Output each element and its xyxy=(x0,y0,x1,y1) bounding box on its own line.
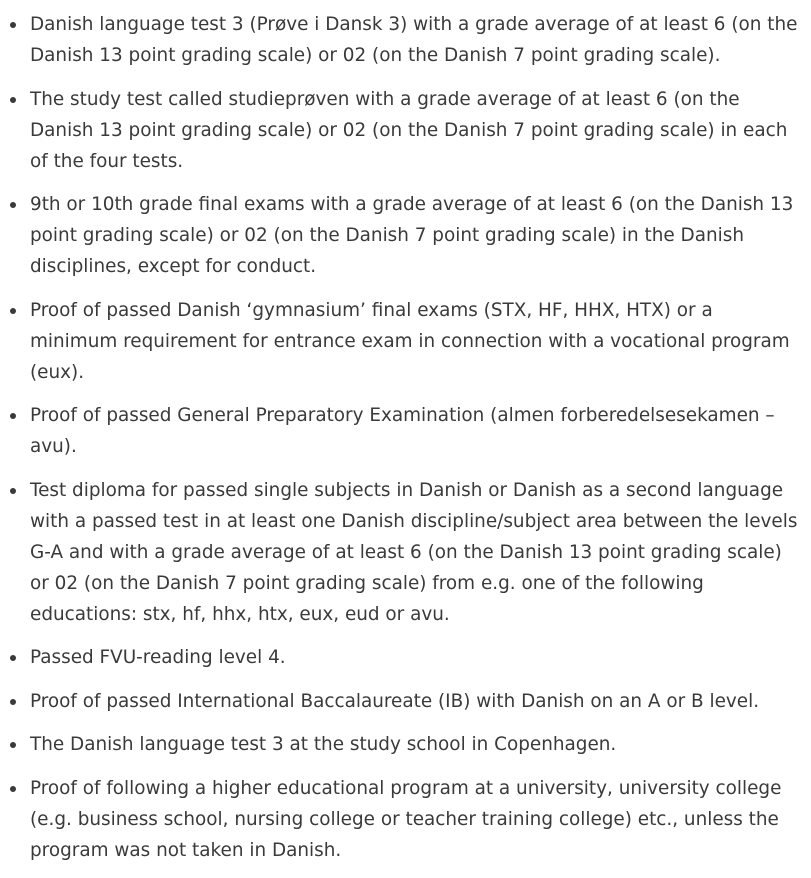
list-item xyxy=(0,84,800,177)
bullet-icon xyxy=(10,202,16,208)
list-item xyxy=(0,642,800,673)
list-item-text: The Danish language test 3 at the study school in Copenhagen. xyxy=(30,734,617,755)
list-item xyxy=(0,729,800,760)
list-item xyxy=(0,400,800,462)
list-item-text: Danish language test 3 (Prøve i Dansk 3) with a grade average of at least 6 (on the Danish 13 point grading scale) or 02 (on the Danish 7 point grading scale). xyxy=(30,14,798,66)
list-item-text: 9th or 10th grade final exams with a grade average of at least 6 (on the Danish 13 point grading scale) or 02 (on the Danish 7 point grading scale) in the Danish disciplines, except for conduct. xyxy=(30,194,794,277)
requirements-list-container xyxy=(0,9,800,878)
bullet-icon xyxy=(10,786,16,792)
list-item-text: The study test called studieprøven with a grade average of at least 6 (on the Danish 13 point grading scale) or 02 (on the Danish 7 point grading scale) in each of the four tests. xyxy=(30,88,788,172)
bullet-icon xyxy=(10,699,16,705)
list-item xyxy=(0,773,800,866)
bullet-icon xyxy=(10,308,16,314)
list-item-text: Test diploma for passed single subjects in Danish or Danish as a second language with a passed test in at least one Danish discipline/subject area between the levels G-A and with a grade average of at least 6 (on the Danish 13 point grading scale) or 02 (on the Danish 7 point grading scale) from e.g. one of the following educations: stx, hf, hhx, htx, eux, eud or avu. xyxy=(30,479,798,625)
bullet-icon xyxy=(10,488,16,494)
list-item xyxy=(0,189,800,282)
bullet-icon xyxy=(10,742,16,748)
list-item xyxy=(0,9,800,71)
list-item-text: Proof of passed General Preparatory Examination (almen forberedelsesekamen – avu). xyxy=(30,405,775,457)
bullet-icon xyxy=(10,22,16,28)
bullet-icon xyxy=(10,655,16,661)
list-item-text: Proof of following a higher educational program at a university, university college (e.g. business school, nursing college or teacher training college) etc., unless the program was not taken in Danish. xyxy=(30,777,782,861)
list-item-text: Proof of passed International Baccalaureate (IB) with Danish on an A or B level. xyxy=(30,690,760,712)
requirements-list xyxy=(0,9,800,866)
list-item-text: Passed FVU-reading level 4. xyxy=(30,647,286,668)
list-item xyxy=(0,475,800,630)
list-item xyxy=(0,295,800,388)
bullet-icon xyxy=(10,413,16,419)
list-item xyxy=(0,686,800,717)
bullet-icon xyxy=(10,97,16,103)
list-item-text: Proof of passed Danish ‘gymnasium’ final exams (STX, HF, HHX, HTX) or a minimum requirement for entrance exam in connection with a vocational program (eux). xyxy=(30,299,790,383)
